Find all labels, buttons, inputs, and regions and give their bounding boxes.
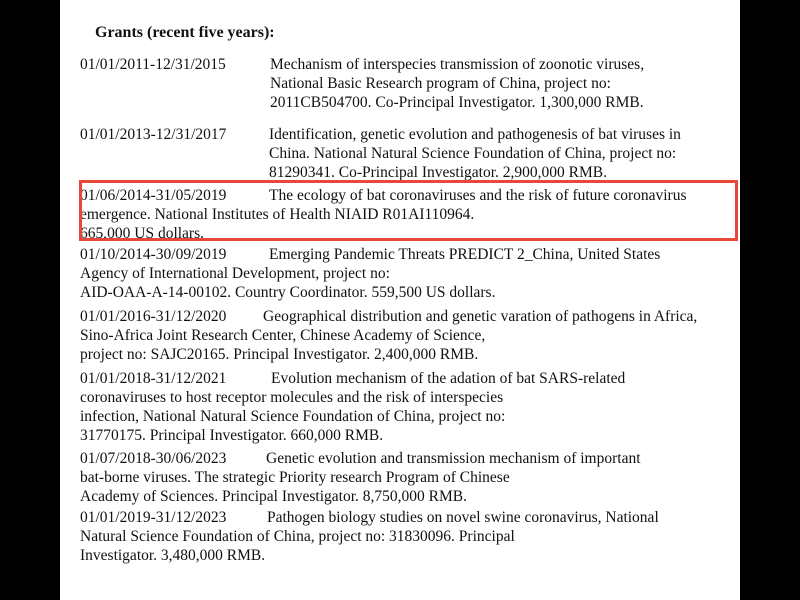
grant-line: National Basic Research program of China, project no:: [270, 75, 611, 92]
grant-line: bat-borne viruses. The strategic Priority research Program of Chinese: [80, 469, 510, 486]
grant-line: Sino-Africa Joint Research Center, Chinese Academy of Science,: [80, 327, 486, 344]
grant-line: China. National Natural Science Foundation of China, project no:: [269, 145, 677, 162]
grant-date: 01/01/2016-31/12/2020: [80, 308, 227, 325]
grants-heading: Grants (recent five years):: [95, 24, 275, 41]
grant-date: 01/01/2011-12/31/2015: [80, 56, 226, 73]
grant-line: infection, National Natural Science Foundation of China, project no:: [80, 408, 506, 425]
grant-line: Agency of International Development, project no:: [80, 265, 390, 282]
grant-date: 01/01/2018-31/12/2021: [80, 370, 227, 387]
grant-line: Natural Science Foundation of China, project no: 31830096. Principal: [80, 528, 515, 545]
grant-date: 01/06/2014-31/05/2019: [80, 187, 227, 204]
grant-line: 31770175. Principal Investigator. 660,000 RMB.: [80, 427, 384, 444]
grant-line: 2011CB504700. Co-Principal Investigator. 1,300,000 RMB.: [270, 94, 644, 111]
grant-date: 01/07/2018-30/06/2023: [80, 450, 227, 467]
grant-line: Investigator. 3,480,000 RMB.: [80, 547, 266, 564]
grant-line: Genetic evolution and transmission mechanism of important: [266, 450, 641, 467]
grant-line: Pathogen biology studies on novel swine coronavirus, National: [267, 509, 659, 526]
grant-date: 01/01/2013-12/31/2017: [80, 126, 227, 143]
grant-line: project no: SAJC20165. Principal Investigator. 2,400,000 RMB.: [80, 346, 479, 363]
grant-line: AID-OAA-A-14-00102. Country Coordinator. 559,500 US dollars.: [80, 284, 496, 301]
grant-line: The ecology of bat coronaviruses and the risk of future coronavirus: [269, 187, 687, 204]
grant-line: Identification, genetic evolution and pathogenesis of bat viruses in: [269, 126, 681, 143]
grant-line: Emerging Pandemic Threats PREDICT 2_China, United States: [269, 246, 661, 263]
grant-line: coronaviruses to host receptor molecules and the risk of interspecies: [80, 389, 504, 406]
grant-line: 665,000 US dollars.: [80, 225, 204, 242]
grant-line: 81290341. Co-Principal Investigator. 2,900,000 RMB.: [269, 164, 607, 181]
grant-line: emergence. National Institutes of Health NIAID R01AI110964.: [80, 206, 475, 223]
grant-line: Mechanism of interspecies transmission of zoonotic viruses,: [270, 56, 645, 73]
document-page: [60, 0, 740, 600]
grant-date: 01/01/2019-31/12/2023: [80, 509, 227, 526]
grant-date: 01/10/2014-30/09/2019: [80, 246, 227, 263]
grant-line: Evolution mechanism of the adation of bat SARS-related: [271, 370, 626, 387]
grant-line: Academy of Sciences. Principal Investigator. 8,750,000 RMB.: [80, 488, 468, 505]
grant-line: Geographical distribution and genetic varation of pathogens in Africa,: [263, 308, 698, 325]
